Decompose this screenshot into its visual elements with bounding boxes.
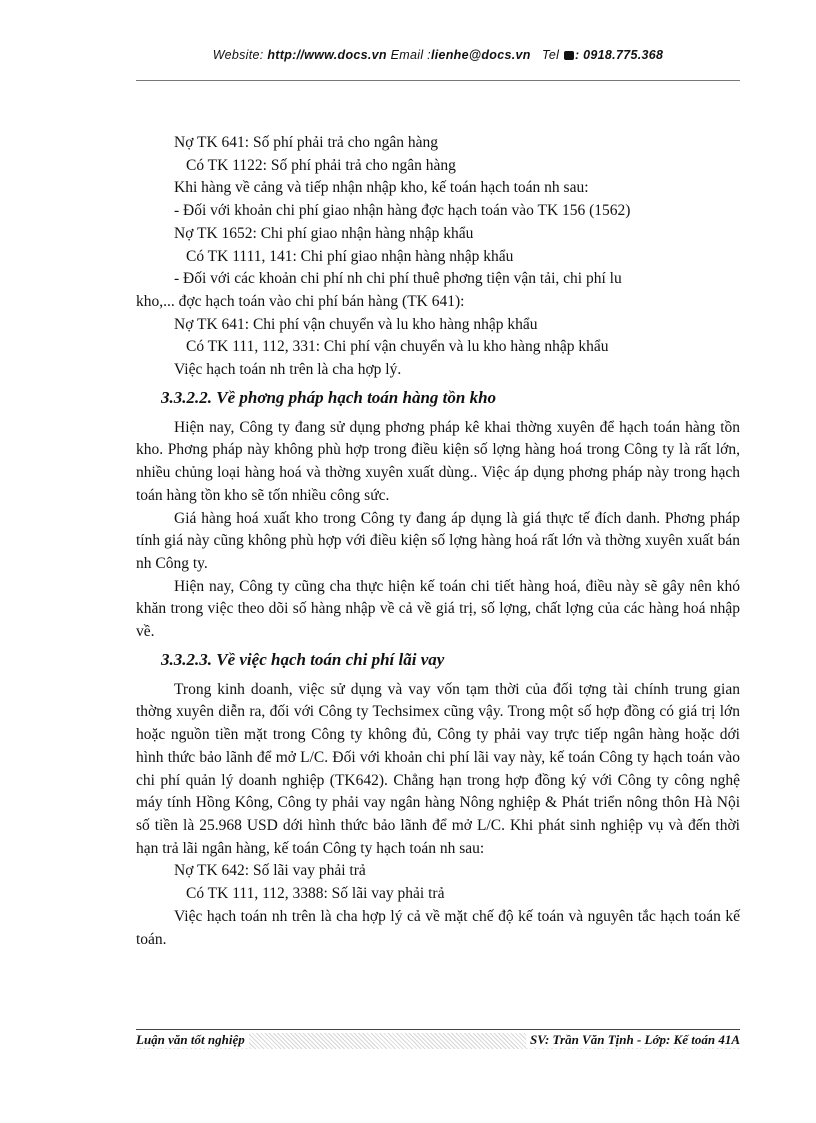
text-line: Có TK 111, 112, 331: Chi phí vận chuyển và lu kho hàng nhập khẩu bbox=[186, 338, 609, 356]
paragraph: Trong kinh doanh, việc sử dụng và vay vốn tạm thời của đối tợng tài chính trung gian thờng xuyên diễn ra, đối với Công ty Techsimex cũng vậy. Trong một số hợp đồng có giá trị lớn hoặc nguồn tiền mặt trong Công ty không đủ, Công ty phải vay trực tiếp ngân hàng hoặc dới hình thức bảo lãnh để mở L/C. Đối với khoản chi phí lãi vay này, kế toán Công ty hạch toán vào chi phí quản lý doanh nghiệp (TK642). Chẳng hạn trong hợp đồng ký với Công ty công nghệ máy tính Hồng Kông, Công ty phải vay ngân hàng Nông nghiệp & Phát triển nông thôn Hà Nội số tiền là 25.968 USD dới hình thức bảo lãnh để mở L/C. Khi phát sinh nghiệp vụ và đến thời hạn trả lãi ngân hàng, kế toán Công ty hạch toán nh sau: bbox=[136, 680, 740, 857]
email-label: Email : bbox=[390, 48, 431, 62]
email-value[interactable]: lienhe@docs.vn bbox=[430, 48, 531, 62]
section-heading: 3.3.2.3. Về việc hạch toán chi phí lãi vay bbox=[161, 649, 445, 669]
text-line: - Đối với khoản chi phí giao nhận hàng đợc hạch toán vào TK 156 (1562) bbox=[174, 202, 631, 220]
footer-left: Luận văn tốt nghiệp bbox=[136, 1032, 249, 1048]
tel-label: Tel bbox=[542, 48, 560, 62]
page-header bbox=[136, 48, 740, 62]
website-label: Website: bbox=[212, 48, 264, 62]
document-body bbox=[136, 132, 740, 951]
footer-right: SV: Trần Văn Tịnh - Lớp: Kế toán 41A bbox=[526, 1032, 740, 1048]
paragraph: Giá hàng hoá xuất kho trong Công ty đang áp dụng là giá thực tế đích danh. Phơng pháp tính giá này cũng không phù hợp với điều kiện số lợng hàng hoá rất lớn và thờng xuyên xuất bán nh Công ty. bbox=[136, 509, 740, 572]
page-footer bbox=[136, 1029, 740, 1052]
paragraph: Hiện nay, Công ty đang sử dụng phơng pháp kê khai thờng xuyên để hạch toán hàng tồn kho. Phơng pháp này không phù hợp trong điều kiện số lợng hàng hoá trong Công ty là rất lớn, nhiều chủng loại hàng hoá và thờng xuyên xuất dùng.. Việc áp dụng phơng pháp này trong hạch toán hàng tồn kho sẽ tốn nhiều công sức. bbox=[136, 418, 740, 504]
text-line: Nợ TK 642: Số lãi vay phải trả bbox=[174, 862, 366, 880]
text-line: kho,... đợc hạch toán vào chi phí bán hàng (TK 641): bbox=[136, 292, 465, 310]
text-line: Có TK 111, 112, 3388: Số lãi vay phải trả bbox=[186, 885, 445, 903]
text-line: Việc hạch toán nh trên là cha hợp lý. bbox=[174, 361, 402, 379]
section-heading: 3.3.2.2. Về phơng pháp hạch toán hàng tồn kho bbox=[161, 387, 497, 407]
text-line: - Đối với các khoản chi phí nh chi phí thuê phơng tiện vận tải, chi phí lu bbox=[174, 270, 622, 288]
text-line: Nợ TK 641: Chi phí vận chuyển và lu kho hàng nhập khẩu bbox=[174, 315, 538, 333]
paragraph: Việc hạch toán nh trên là cha hợp lý cả về mặt chế độ kế toán và nguyên tắc hạch toán kế toán. bbox=[136, 907, 740, 948]
text-line: Có TK 1111, 141: Chi phí giao nhận hàng nhập khẩu bbox=[186, 247, 514, 265]
text-line: Nợ TK 1652: Chi phí giao nhận hàng nhập khẩu bbox=[174, 224, 474, 242]
website-url[interactable]: http://www.docs.vn bbox=[267, 48, 387, 62]
phone-icon bbox=[564, 51, 574, 60]
header-divider bbox=[136, 80, 740, 81]
text-line: Có TK 1122: Số phí phải trả cho ngân hàng bbox=[186, 156, 456, 174]
text-line: Nợ TK 641: Số phí phải trả cho ngân hàng bbox=[174, 134, 439, 151]
paragraph: Hiện nay, Công ty cũng cha thực hiện kế toán chi tiết hàng hoá, điều này sẽ gây nên khó khăn trong việc theo dõi số hàng nhập về cả về giá trị, số lợng, chất lợng của các hàng hoá nhập về. bbox=[136, 577, 740, 641]
text-line: Khi hàng về cảng và tiếp nhận nhập kho, kế toán hạch toán nh sau: bbox=[174, 179, 589, 197]
tel-value: : 0918.775.368 bbox=[574, 48, 664, 62]
